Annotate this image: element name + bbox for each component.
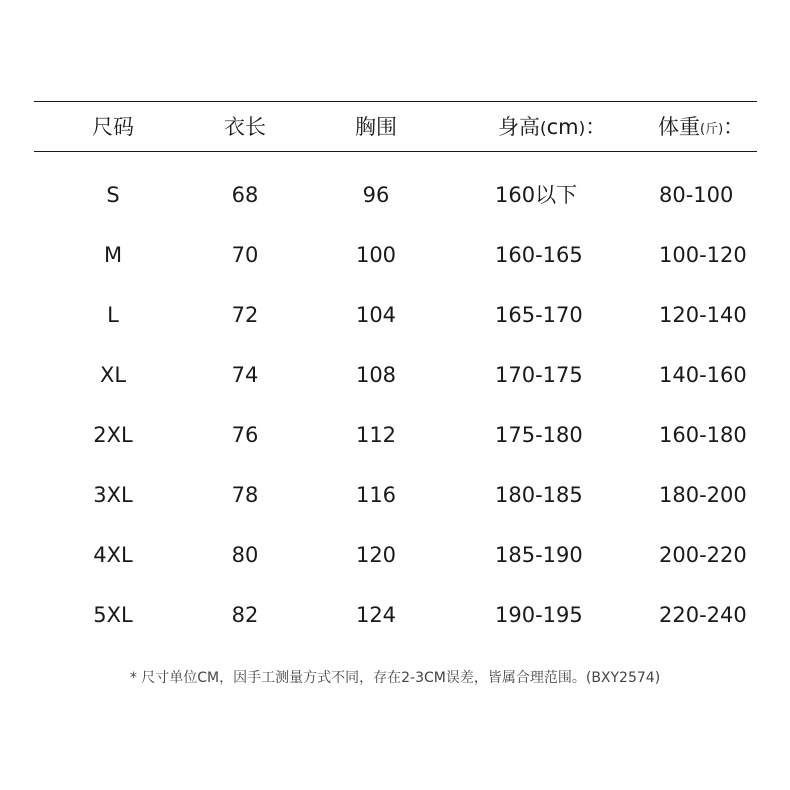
cell-chest: 100: [355, 243, 397, 267]
header-weight: [658, 115, 744, 142]
cell-size: 3XL: [93, 483, 133, 507]
cell-weight: 220-240: [659, 603, 747, 627]
cell-weight: 80-100: [659, 183, 734, 207]
cell-weight: 180-200: [659, 483, 747, 507]
header-weight-unit: (斤): [700, 122, 724, 137]
cell-size: S: [106, 183, 120, 207]
cell-size: 2XL: [93, 423, 133, 447]
header-height-open: (: [540, 119, 547, 139]
cell-height: 160-165: [495, 243, 583, 267]
cell-length: 74: [231, 363, 259, 387]
cell-length: 82: [231, 603, 259, 627]
cell-chest: 124: [355, 603, 397, 627]
header-length: 衣长: [224, 115, 266, 139]
cell-length: 70: [231, 243, 259, 267]
header-height-label: 身高: [498, 115, 540, 139]
cell-weight: 140-160: [659, 363, 747, 387]
header-chest-label: 胸围: [355, 115, 397, 139]
size-footnote: * 尺寸单位CM，因手工测量方式不同，存在2-3CM误差，皆属合理范围。(BXY2574): [129, 670, 661, 686]
table-top-rule: [34, 101, 757, 102]
header-height-unit: cm: [546, 115, 579, 139]
cell-height: 160以下: [495, 183, 578, 207]
cell-size: XL: [99, 363, 127, 387]
header-height: [498, 115, 606, 141]
header-height-colon: ：: [585, 115, 607, 139]
cell-size: L: [107, 303, 119, 327]
cell-length: 78: [231, 483, 259, 507]
cell-height: 165-170: [495, 303, 583, 327]
cell-length: 76: [231, 423, 259, 447]
header-size: 尺码: [92, 115, 134, 139]
cell-height: 175-180: [495, 423, 583, 447]
cell-chest: 112: [355, 423, 397, 447]
table-header-rule: [34, 151, 757, 152]
header-weight-colon: ：: [723, 115, 745, 139]
cell-chest: 108: [355, 363, 397, 387]
cell-weight: 100-120: [659, 243, 747, 267]
cell-height: 170-175: [495, 363, 583, 387]
cell-size: 4XL: [93, 543, 133, 567]
cell-length: 68: [231, 183, 259, 207]
cell-chest: 96: [362, 183, 390, 207]
cell-length: 80: [231, 543, 259, 567]
cell-chest: 116: [355, 483, 397, 507]
cell-chest: 104: [355, 303, 397, 327]
cell-size: M: [103, 243, 123, 267]
cell-height: 190-195: [495, 603, 583, 627]
cell-height: 185-190: [495, 543, 583, 567]
cell-chest: 120: [355, 543, 397, 567]
header-chest: [355, 115, 397, 139]
cell-height: 180-185: [495, 483, 583, 507]
cell-weight: 160-180: [659, 423, 747, 447]
cell-weight: 200-220: [659, 543, 747, 567]
header-weight-label: 体重: [658, 115, 700, 139]
cell-weight: 120-140: [659, 303, 747, 327]
header-height-close: ): [578, 119, 586, 139]
cell-length: 72: [231, 303, 259, 327]
cell-size: 5XL: [93, 603, 133, 627]
